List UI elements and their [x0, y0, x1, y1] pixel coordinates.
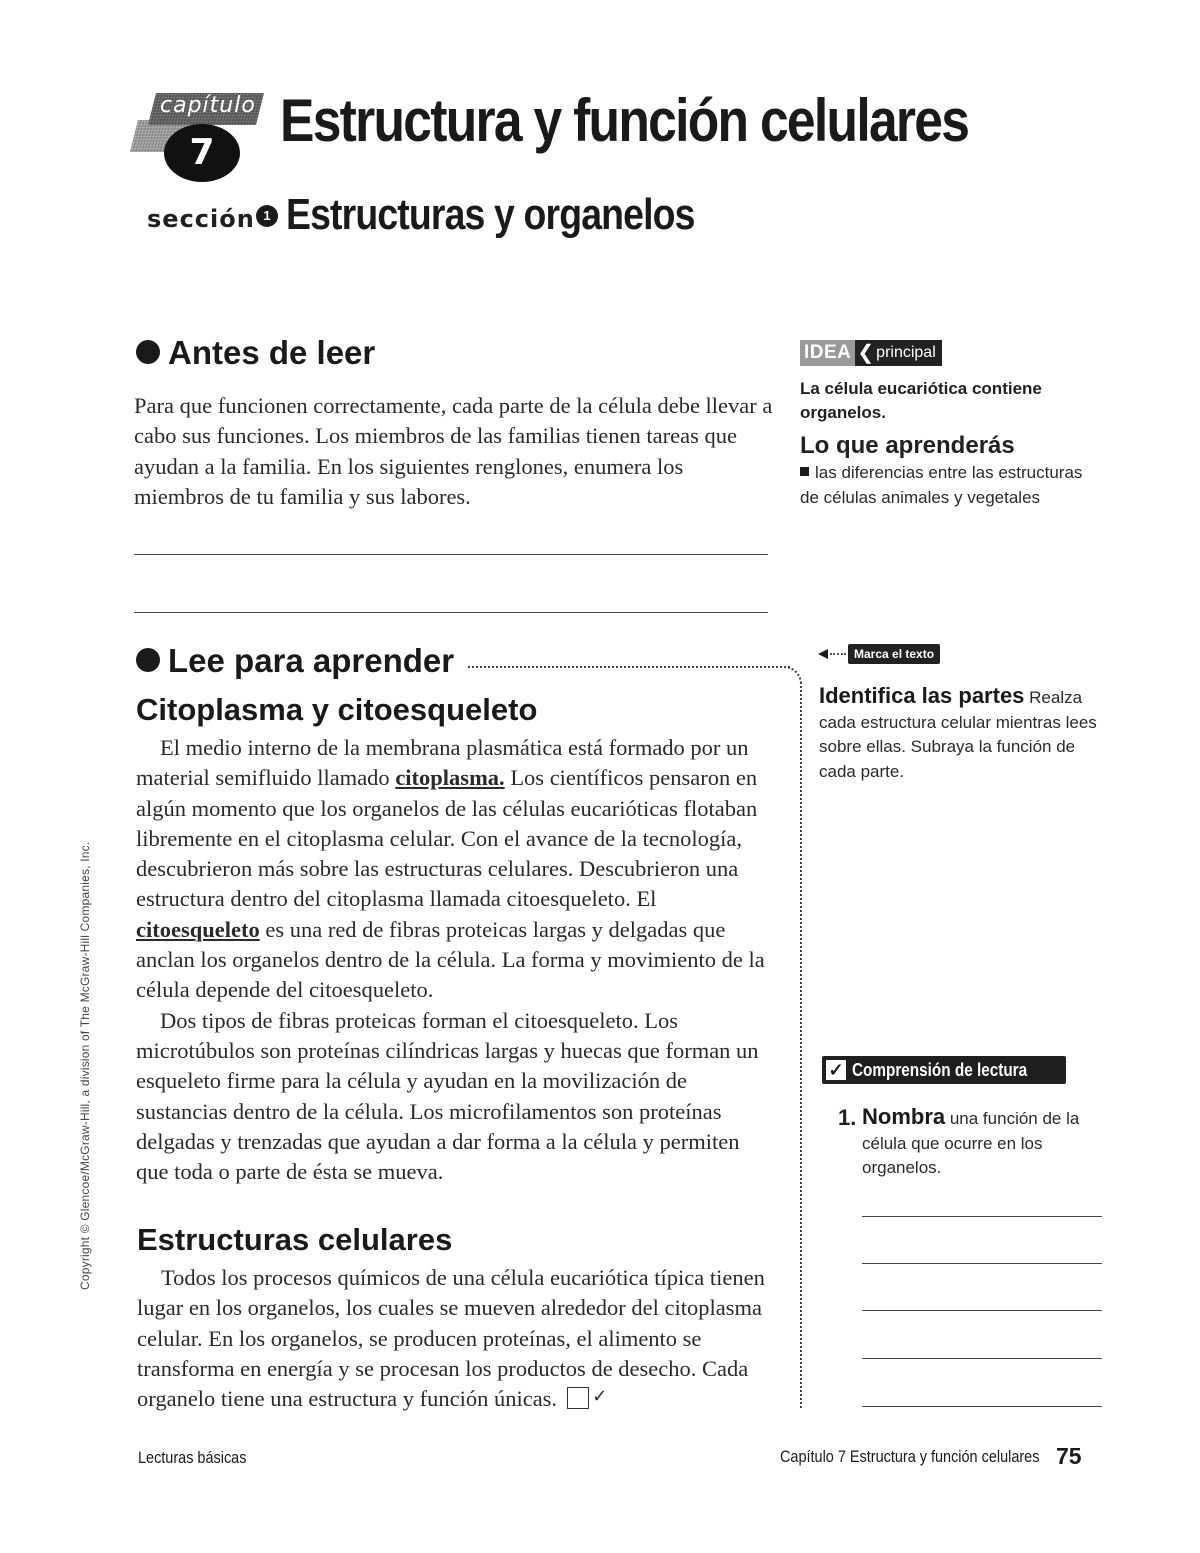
- p1-part-b: Los científicos pensaron en algún momento que los organelos de las células eucarióticas flotaban libremente en el citoplasma celular. Con el avance de la tecnología, descubrieron más sobre las estructuras celulares. Descubrieron una estructura dentro del citoplasma llamada citoesqueleto. El: [136, 765, 758, 912]
- sidebar-answer-line-5[interactable]: [862, 1406, 1102, 1407]
- answer-line-1[interactable]: [134, 554, 768, 555]
- subheading-estructuras: Estructuras celulares: [137, 1222, 453, 1257]
- term-citoplasma: citoplasma.: [395, 765, 505, 791]
- p1-part-a: El medio interno de la membrana plasmática está formado por un material semifluido llamado: [136, 735, 749, 791]
- read-heading-text: Lee para aprender: [168, 642, 455, 679]
- estructuras-text: [137, 1263, 773, 1414]
- heading-bullet-icon: [136, 340, 160, 364]
- chapter-number: 7: [164, 124, 240, 182]
- idea-principal-badge: [800, 340, 942, 366]
- section-word: sección: [147, 205, 255, 233]
- arrow-left-icon: [818, 649, 828, 659]
- citoplasma-text: [136, 733, 772, 1187]
- paragraph-1: [136, 733, 772, 1006]
- sidebar-answer-line-4[interactable]: [862, 1358, 1102, 1359]
- chapter-word: capítulo: [160, 93, 256, 118]
- sidebar-answer-line-3[interactable]: [862, 1310, 1102, 1311]
- p3-text: Todos los procesos químicos de una célula eucariótica típica tienen lugar en los organelos, los cuales se mueven alrededor del citoplasma celular. En los organelos, se producen proteínas, el alimento se transforma en energía y se procesan los productos de desecho. Cada organelo tiene una estructura y función únicas.: [137, 1265, 765, 1412]
- read-heading: [136, 642, 454, 680]
- footer-right: Capítulo 7 Estructura y función celulares: [780, 1447, 1040, 1466]
- dotted-rule: [468, 666, 790, 668]
- square-bullet-icon: [800, 467, 809, 476]
- learn-heading: Lo que aprenderás: [800, 432, 1015, 459]
- idea-principal-word: principal: [876, 344, 936, 361]
- comprension-badge: [822, 1056, 1066, 1084]
- copyright-notice: Copyright © Glencoe/McGraw-Hill, a division of The McGraw-Hill Companies, Inc.: [78, 841, 92, 1290]
- question-bold: Nombra: [862, 1104, 946, 1129]
- before-heading-text: Antes de leer: [168, 334, 376, 371]
- marca-el-texto-tag: [818, 644, 940, 664]
- question-number: 1.: [838, 1105, 857, 1130]
- checkmark-icon: ✓: [826, 1060, 846, 1080]
- section-title: Estructuras y organelos: [286, 190, 695, 239]
- identify-bold: Identifica las partes: [819, 683, 1025, 708]
- idea-word: IDEA: [800, 340, 855, 366]
- before-paragraph: [134, 391, 774, 512]
- paragraph-2: Dos tipos de fibras proteicas forman el citoesqueleto. Los microtúbulos son proteínas cilíndricas largas y huecas que forman un esqueleto firme para la célula y ayudan en la movilización de sustancias dentro de la célula. Los microfilamentos son proteínas delgadas y trenzadas que ayudan a dar forma a la célula y permiten que toda o parte de ésta se mueva.: [136, 1007, 759, 1185]
- answer-line-2[interactable]: [134, 612, 768, 613]
- check-icon: ✓: [567, 1387, 589, 1409]
- p1-part-c: es una red de fibras proteicas largas y delgadas que anclan los organelos dentro de la célula. La forma y movimiento de la célula depende del citoesqueleto.: [136, 916, 765, 1003]
- paragraph-3: [137, 1263, 773, 1414]
- subheading-citoplasma: Citoplasma y citoesqueleto: [136, 692, 538, 727]
- question-text: una función de la célula que ocurre en los organelos.: [862, 1109, 1080, 1177]
- comprension-label: Comprensión de lectura: [852, 1059, 1028, 1080]
- sidebar-answer-line-2[interactable]: [862, 1263, 1102, 1264]
- term-citoesqueleto: citoesqueleto: [136, 916, 260, 942]
- dotted-divider: [800, 682, 802, 1408]
- learn-item-text: las diferencias entre las estructuras de células animales y vegetales: [800, 463, 1083, 507]
- identify-text: Realza cada estructura celular mientras lees sobre ellas. Subraya la función de cada parte.: [819, 688, 1097, 781]
- section-number: 1: [256, 205, 278, 227]
- heading-bullet-icon: [136, 648, 160, 672]
- question-1: [862, 1105, 1092, 1181]
- sidebar-answer-line-1[interactable]: [862, 1216, 1102, 1217]
- marca-connector: [830, 653, 846, 655]
- identify-instructions: [819, 684, 1109, 784]
- before-paragraph-text: Para que funcionen correctamente, cada parte de la célula debe llevar a cabo sus funciones. Los miembros de las familias tienen tareas que ayudan a la familia. En los siguientes renglones, enumera los miembros de tu familia y sus labores.: [134, 393, 773, 509]
- chapter-title: Estructura y función celulares: [280, 87, 969, 154]
- idea-text: La célula eucariótica contiene organelos.: [800, 379, 1042, 422]
- footer-left: Lecturas básicas: [138, 1448, 247, 1467]
- chapter-badge: [130, 90, 265, 190]
- before-heading: [136, 334, 375, 372]
- chevron-left-icon: ❮: [857, 342, 875, 364]
- page-number: 75: [1056, 1443, 1082, 1469]
- marca-label: Marca el texto: [848, 644, 940, 664]
- learn-item: [800, 461, 1100, 510]
